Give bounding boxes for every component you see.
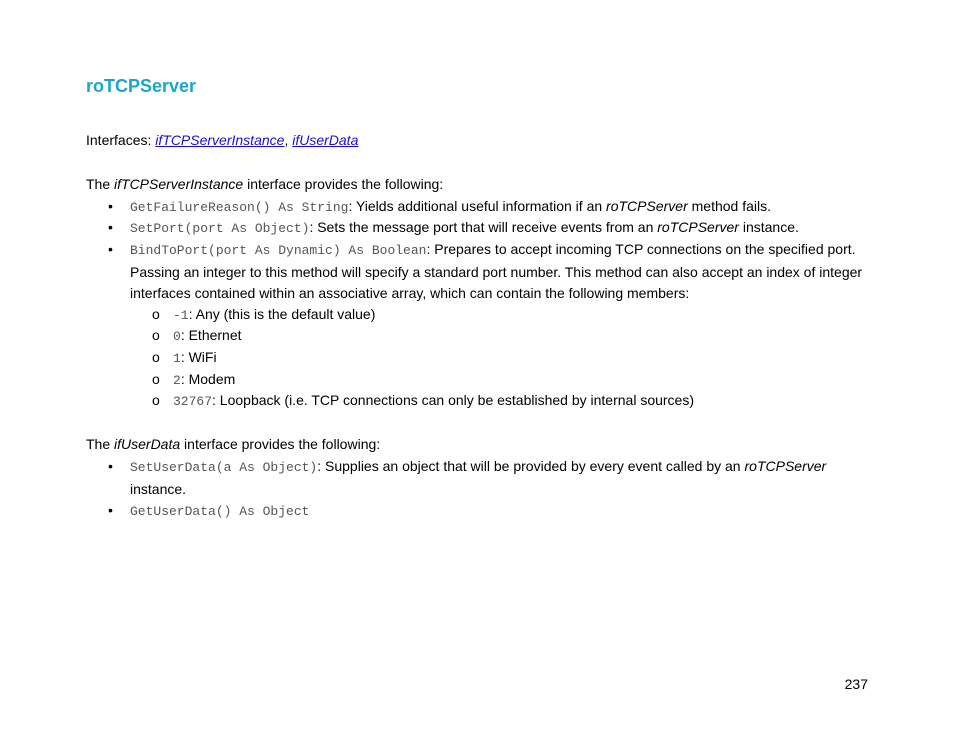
sub-bullet-icon: o — [152, 327, 160, 343]
page-title: roTCPServer — [86, 76, 197, 96]
bullet-icon: • — [108, 241, 113, 257]
interfaces-separator: , — [284, 132, 293, 148]
list-item: GetUserData() As Object — [130, 504, 310, 519]
bullet-icon: • — [108, 219, 113, 235]
sub-list-item: -1: Any (this is the default value) — [173, 306, 376, 323]
sub-list-item: 32767: Loopback (i.e. TCP connections can only be established by internal sources) — [173, 392, 694, 409]
section2-intro: The ifUserData interface provides the following: — [86, 436, 381, 452]
sub-bullet-icon: o — [152, 306, 160, 322]
bullet-icon: • — [108, 458, 113, 474]
interfaces-line — [86, 130, 358, 151]
sub-bullet-icon: o — [152, 392, 160, 408]
bullet-icon: • — [108, 502, 113, 518]
list-item: SetUserData(a As Object): Supplies an object that will be provided by every event called by an roTCPServer instance. — [130, 458, 827, 497]
sub-list-item: 2: Modem — [173, 371, 236, 388]
interfaces-label: Interfaces: — [86, 132, 156, 148]
sub-bullet-icon: o — [152, 371, 160, 387]
bullet-icon: • — [108, 198, 113, 214]
list-item: GetFailureReason() As String: Yields additional useful information if an roTCPServer method fails. — [130, 198, 771, 215]
page-number: 237 — [844, 676, 868, 692]
sub-bullet-icon: o — [152, 349, 160, 365]
sub-list-item: 0: Ethernet — [173, 327, 242, 344]
list-item: BindToPort(port As Dynamic) As Boolean: Prepares to accept incoming TCP connections on the specified port. Passing an integer to this method will specify a standard port number. This method can also accept an index of integer interfaces contained within an associative array, which can contain the following members: — [130, 241, 863, 301]
sub-list-item: 1: WiFi — [173, 349, 217, 366]
list-item: SetPort(port As Object): Sets the message port that will receive events from an roTCPServer instance. — [130, 219, 799, 236]
link-ifuserdata[interactable]: ifUserData — [292, 132, 359, 148]
link-iftcpserverinstance[interactable]: ifTCPServerInstance — [155, 132, 285, 148]
section1-intro: The ifTCPServerInstance interface provides the following: — [86, 176, 444, 192]
